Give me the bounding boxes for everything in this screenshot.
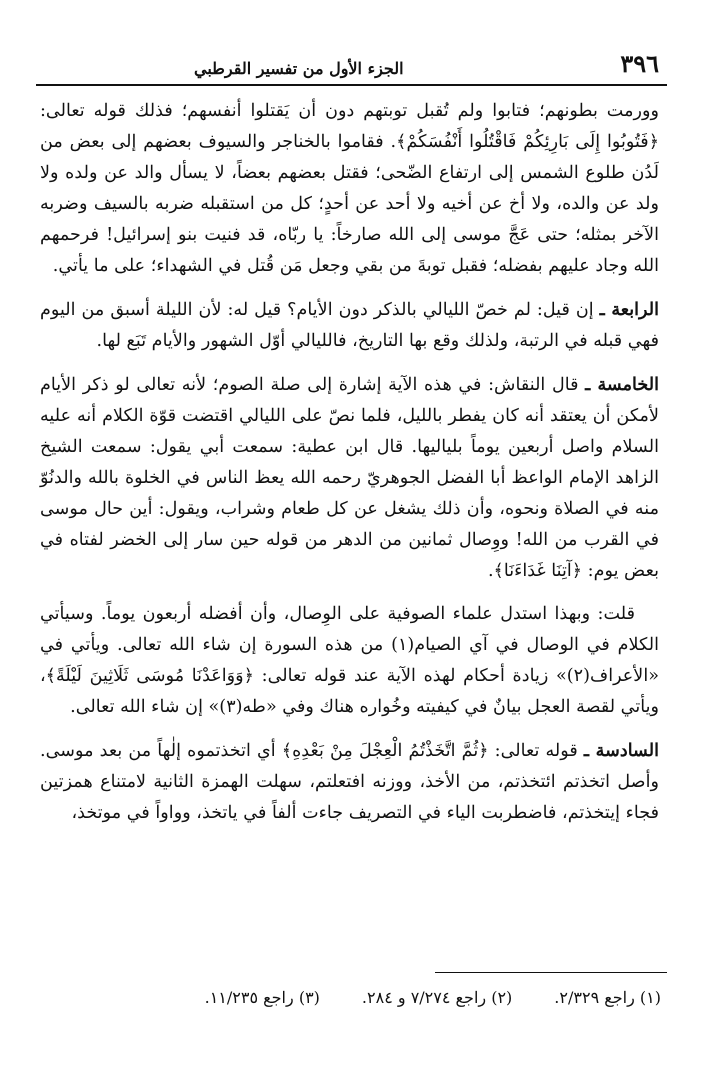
section-lead-fifth: الخامسة ـ [585, 374, 659, 395]
paragraph-1 [40, 96, 659, 282]
paragraph-qultu-text: قلت: وبهذا استدل علماء الصوفية على الوِصال، وأن أفضله أربعون يوماً. وسيأتي الكلام في الوصال في آي الصيام(١) من هذه السورة إن شاء الله تعالى. ويأتي في «الأعراف(٢)» زيادة أحكام لهذه الآية عند قوله تعالى: ﴿وَوَاعَدْنَا مُوسَى ثَلَاثِينَ لَيْلَةً﴾، ويأتي لقصة العجل بيانٌ في كيفيته وخُواره هناك وفي «طه(٣)» إن شاء الله تعالى. [40, 604, 660, 717]
footnote-1: (١) راجع ٢/٣٢٩. [554, 988, 661, 1007]
footnote-divider [435, 972, 667, 973]
paragraph-fourth-text: إن قيل: لم خصّ الليالي بالذكر دون الأيام؟ قيل له: لأن الليلة أسبق من اليوم فهي قبله في الرتبة، ولذلك وقع بها التاريخ، فالليالي أوّل الشهور والأيام تَبَع لها. [40, 300, 659, 351]
paragraph-1-text: وورمت بطونهم؛ فتابوا ولم تُقبل توبتهم دون أن يَقتلوا أنفسهم؛ فذلك قوله تعالى: ﴿فَتُوبُوا إِلَى بَارِئِكُمْ فَاقْتُلُوا أَنْفُسَكُمْ﴾. فقاموا بالخناجر والسيوف بعضهم إلى بعض من لَدُن طلوع الشمس إلى ارتفاع الضّحى؛ فقتل بعضهم بعضاً، لا يسأل والد عن ولده ولا ولد عن والده، ولا أخ عن أخيه ولا أحد عن أحدٍ؛ كل من استقبله ضربه بالسيف وضربه الآخر بمثله؛ حتى عَجَّ موسى إلى الله صارخاً: يا ربّاه، قد فنيت بنو إسرائيل! فرحمهم الله وجاد عليهم بفضله؛ فقبل توبةَ من بقي وجعل مَن قُتل في الشهداء؛ على ما يأتي. [40, 101, 659, 276]
running-title: الجزء الأول من تفسير القرطبي [194, 59, 404, 78]
footnote-3: (٣) راجع ١١/٢٣٥. [204, 988, 320, 1007]
paragraph-fourth [40, 294, 659, 357]
page-number: ٣٩٦ [620, 49, 659, 78]
paragraph-sixth [40, 735, 659, 829]
page-header [36, 46, 667, 86]
footnote-2: (٢) راجع ٧/٢٧٤ و ٢٨٤. [361, 988, 513, 1007]
page-body [40, 96, 659, 829]
paragraph-sixth-text: قوله تعالى: ﴿ثُمَّ اتَّخَذْتُمُ الْعِجْلَ مِنْ بَعْدِهِ﴾ أي اتخذتموه إلٰهاً من بعد موسى. وأصل اتخذتم ائتخذتم، من الأخذ، ووزنه افتعلتم، سهلت الهمزة الثانية لامتناع همزتين فجاء إيتخذتم، فاضطربت الياء في التصريف جاءت ألفاً في ياتخذ، وواواً في موتخذ، [40, 741, 659, 823]
section-lead-fourth: الرابعة ـ [599, 299, 659, 320]
paragraph-qultu [40, 599, 659, 723]
paragraph-fifth-text: قال النقاش: في هذه الآية إشارة إلى صلة الصوم؛ لأنه تعالى لو ذكر الأيام لأمكن أن يعتقد أنه كان يفطر بالليل، فلما نصّ على الليالي اقتضت قوّة الكلام أنه عليه السلام واصل أربعين يوماً بلياليها. قال ابن عطية: سمعت أبي يقول: سمعت الشيخ الزاهد الإمام الواعظ أبا الفضل الجوهريّ رحمه الله يعظ الناس في الخلوة بالله والدنُوّ منه في الصلاة ونحوه، وأن ذلك يشغل عن كل طعام وشراب، ويقول: أين حال موسى في القرب من الله! ووِصال ثمانين من الدهر من قوله حين سار إلى الخضر لفتاه في بعض يوم: ﴿آتِنَا غَدَاءَنَا﴾. [40, 375, 659, 581]
footnotes [60, 988, 661, 1007]
paragraph-fifth [40, 369, 659, 587]
section-lead-sixth: السادسة ـ [583, 740, 659, 761]
